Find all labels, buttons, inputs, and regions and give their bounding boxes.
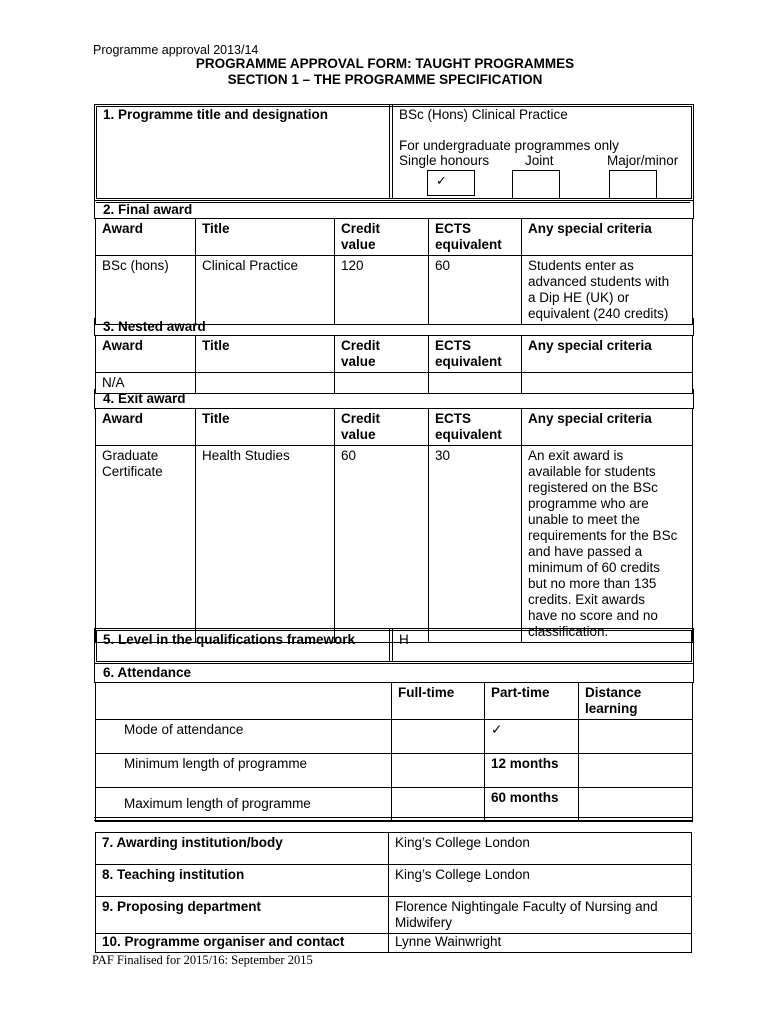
section-title: SECTION 1 – THE PROGRAMME SPECIFICATION [227, 72, 543, 87]
min-full [392, 754, 485, 788]
col-special: Any special criteria [522, 336, 693, 373]
institution-table [95, 832, 692, 953]
s2-label: 2. Final award [103, 202, 193, 217]
col-title: Title [196, 336, 335, 373]
s4-title: Health Studies [196, 446, 335, 643]
col-award: Award [96, 336, 196, 373]
s9-label: 9. Proposing department [96, 897, 389, 934]
s7-label: 7. Awarding institution/body [96, 833, 389, 865]
s5-label: 5. Level in the qualifications framework [103, 632, 356, 647]
s3-award: N/A [96, 373, 196, 394]
mode-distance [579, 720, 693, 754]
mode-part [485, 720, 579, 754]
s2-ects: 60 [429, 256, 522, 325]
s3-label: 3. Nested award [103, 319, 206, 334]
page-header: Programme approval 2013/14 [93, 43, 259, 57]
col-ects: ECTS equivalent [429, 336, 522, 373]
col-credit: Credit value [335, 219, 429, 256]
s2-credit: 120 [335, 256, 429, 325]
form-title: PROGRAMME APPROVAL FORM: TAUGHT PROGRAMMES [195, 56, 575, 71]
row-max-length: Maximum length of programme [96, 788, 392, 822]
s4-label: 4. Exit award [103, 391, 186, 406]
max-part: 60 months [485, 788, 579, 822]
col-award: Award [96, 219, 196, 256]
col-ects: ECTS equivalent [429, 219, 522, 256]
col-ects: ECTS equivalent [429, 409, 522, 446]
final-award-table [95, 218, 693, 325]
s1-opt-joint: Joint [525, 153, 554, 168]
s2-criteria: Students enter as advanced students with a Dip HE (UK) or equivalent (240 credits) [522, 256, 693, 325]
s2-award: BSc (hons) [96, 256, 196, 325]
col-special: Any special criteria [522, 409, 693, 446]
s7-value: King’s College London [389, 833, 692, 865]
s8-label: 8. Teaching institution [96, 865, 389, 897]
s6-label: 6. Attendance [103, 665, 192, 680]
check-icon: ✓ [436, 173, 447, 188]
s4-award: Graduate Certificate [96, 446, 196, 643]
min-part: 12 months [485, 754, 579, 788]
col-award: Award [96, 409, 196, 446]
col-credit: Credit value [335, 409, 429, 446]
s1-opt-major: Major/minor [607, 153, 679, 168]
col-distance: Distance learning [579, 683, 693, 720]
check-icon: ✓ [491, 722, 503, 737]
s10-value: Lynne Wainwright [389, 934, 692, 953]
col-part-time: Part-time [485, 683, 579, 720]
s2-title: Clinical Practice [196, 256, 335, 325]
mode-full [392, 720, 485, 754]
page-footer: PAF Finalised for 2015/16: September 2015 [92, 953, 313, 967]
col-special: Any special criteria [522, 219, 693, 256]
s1-label: 1. Programme title and designation [103, 107, 329, 122]
col-full-time: Full-time [392, 683, 485, 720]
row-min-length: Minimum length of programme [96, 754, 392, 788]
s9-value: Florence Nightingale Faculty of Nursing and Midwifery [389, 897, 692, 934]
col-title: Title [196, 219, 335, 256]
s8-value: King’s College London [389, 865, 692, 897]
col-title: Title [196, 409, 335, 446]
s10-label: 10. Programme organiser and contact [96, 934, 389, 953]
col-credit: Credit value [335, 336, 429, 373]
s4-criteria: An exit award is available for students registered on the BSc programme who are unable to meet the requirements for the BSc and have passed a minimum of 60 credits but no more than 135 credits. Exit awards have no score and no classification. [522, 446, 693, 643]
major-minor-checkbox[interactable] [609, 170, 657, 199]
min-distance [579, 754, 693, 788]
s1-ug-note: For undergraduate programmes only [399, 138, 619, 153]
s4-credit: 60 [335, 446, 429, 643]
s1-programme-title: BSc (Hons) Clinical Practice [399, 107, 568, 122]
att-blank [96, 683, 392, 720]
s5-value: H [399, 632, 409, 647]
attendance-table [95, 682, 693, 822]
exit-award-table [95, 408, 693, 643]
s4-ects: 30 [429, 446, 522, 643]
single-honours-checkbox[interactable] [427, 170, 475, 196]
joint-checkbox[interactable] [512, 170, 560, 199]
row-mode: Mode of attendance [96, 720, 392, 754]
nested-award-table [95, 335, 693, 394]
s1-opt-single: Single honours [399, 153, 490, 168]
